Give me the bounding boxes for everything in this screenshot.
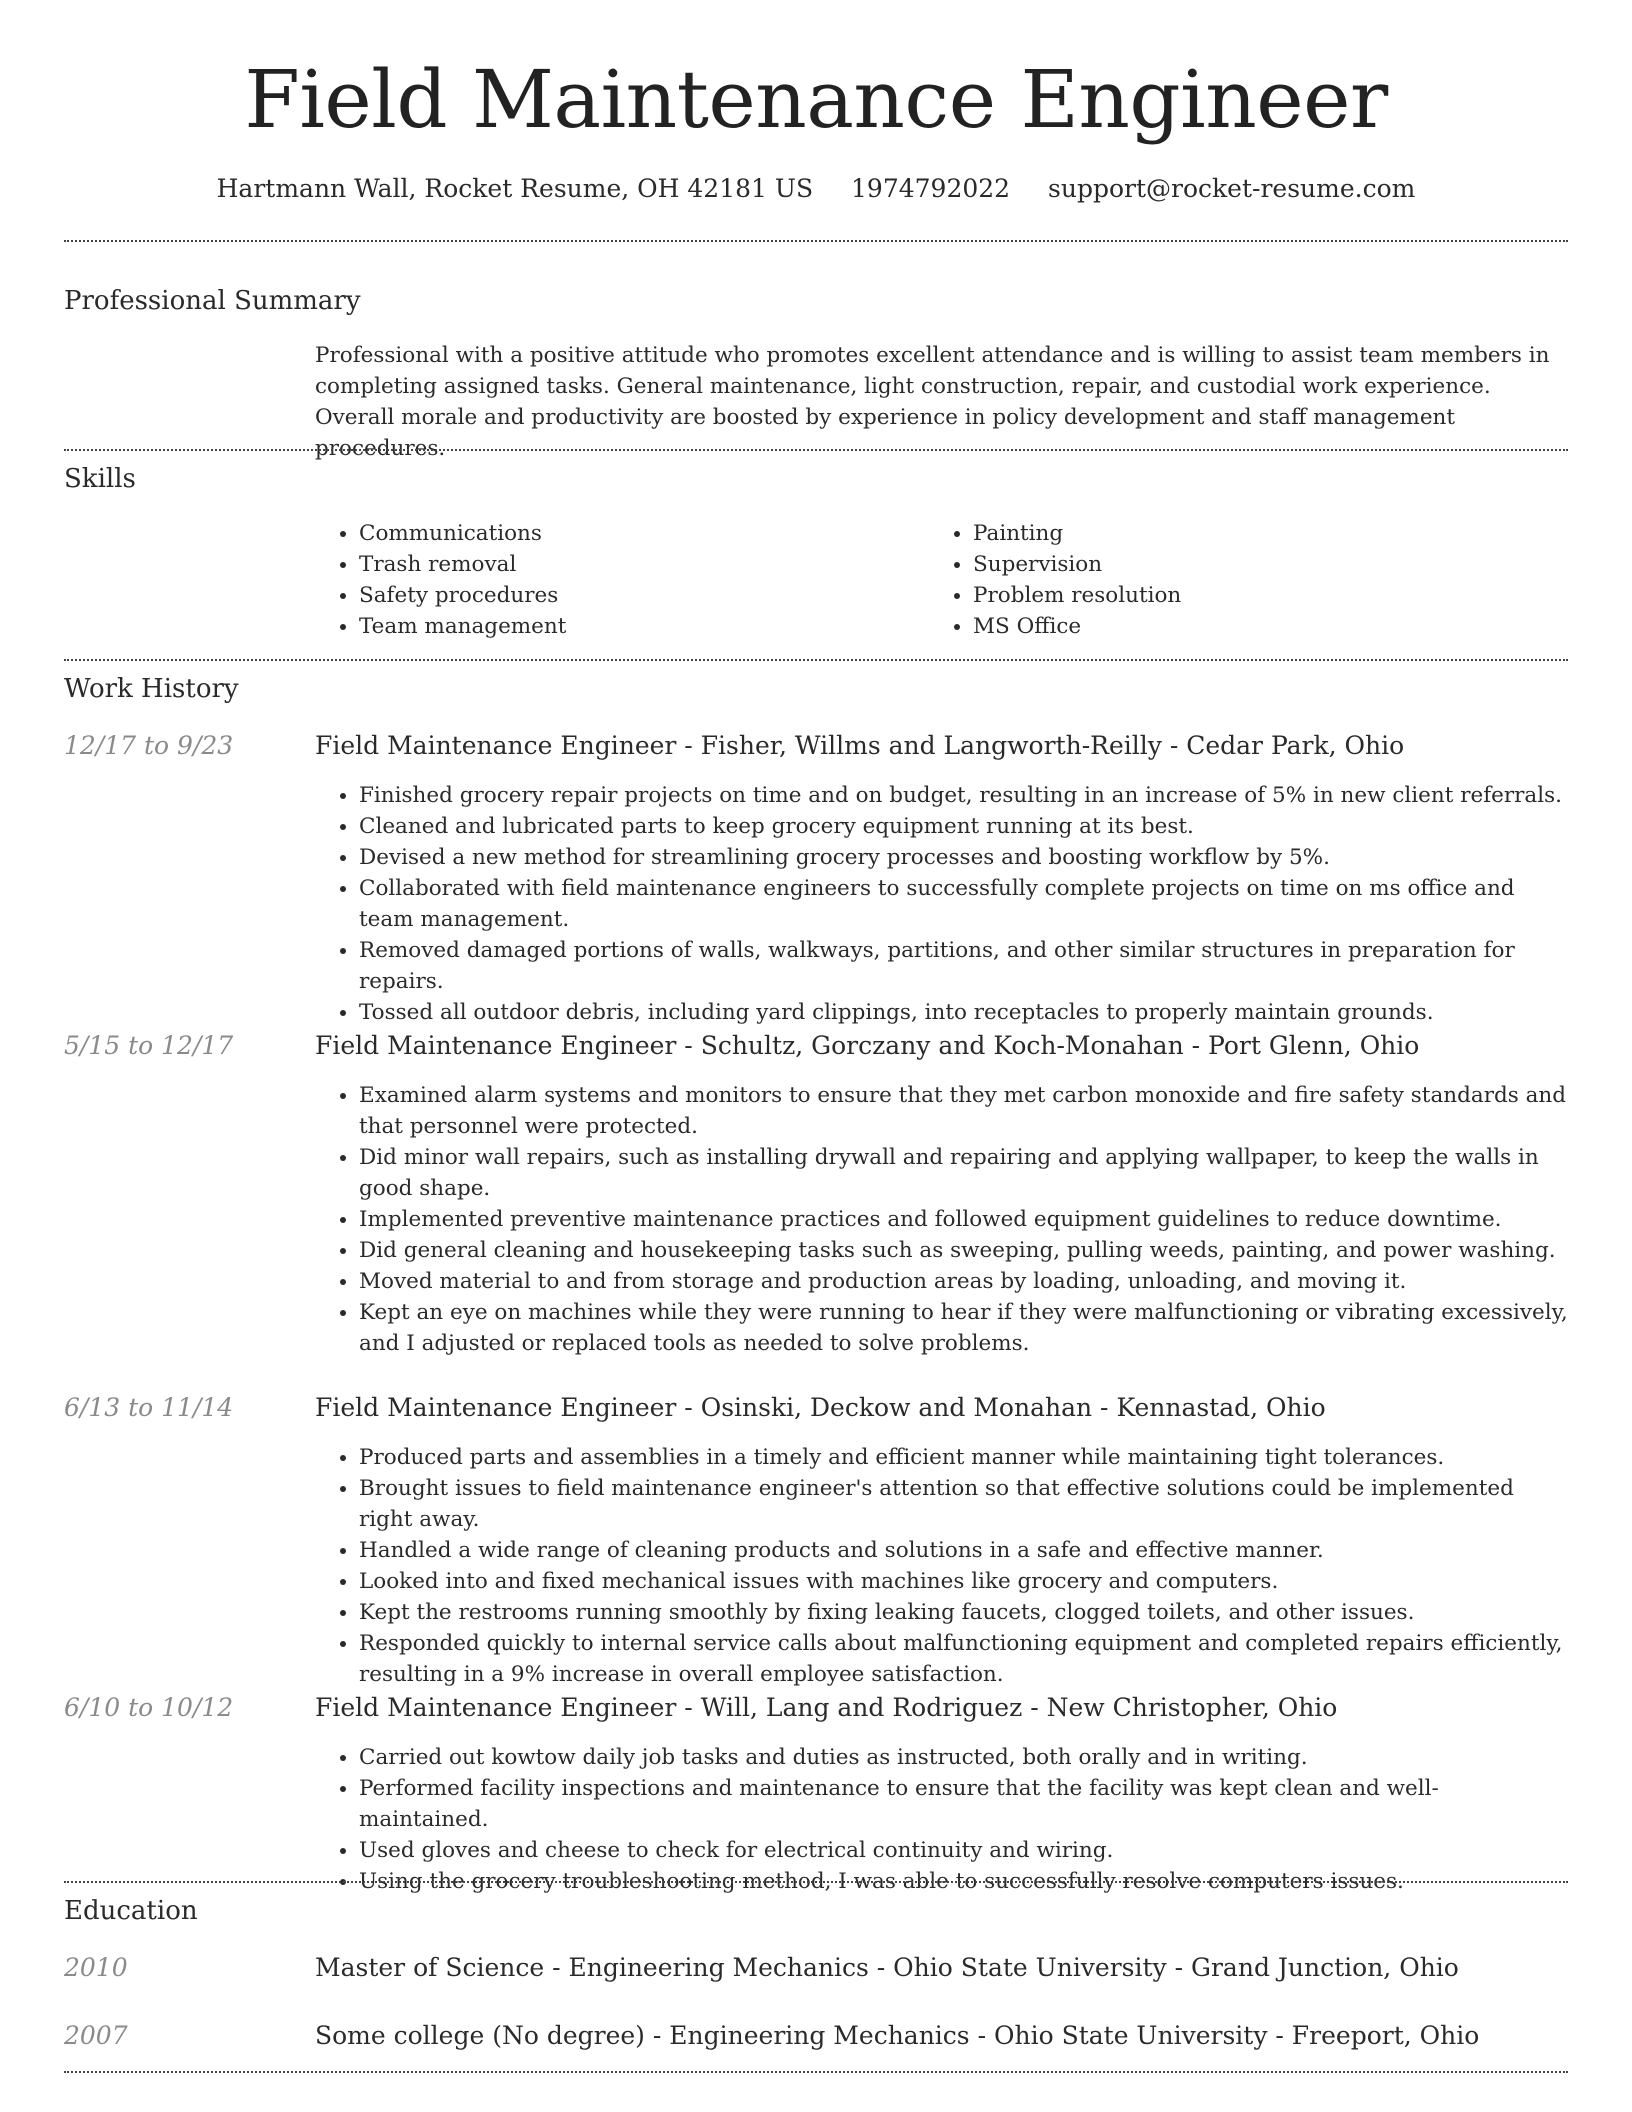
job-bullets — [315, 1742, 1568, 1897]
job-bullet: • Did general cleaning and housekeeping tasks such as sweeping, pulling weeds, painting, and power washing. — [359, 1235, 1568, 1266]
job-bullet: • Finished grocery repair projects on time and on budget, resulting in an increase of 5% in new client referrals. — [359, 780, 1568, 811]
job-heading: Field Maintenance Engineer - Fisher, Willms and Langworth-Reilly - Cedar Park, Ohio — [315, 731, 1405, 760]
education-entry: Some college (No degree) - Engineering Mechanics - Ohio State University - Freeport, Ohio — [315, 2021, 1480, 2050]
education-entry: Master of Science - Engineering Mechanics - Ohio State University - Grand Junction, Ohio — [315, 1953, 1459, 1982]
job-bullet: • Cleaned and lubricated parts to keep grocery equipment running at its best. — [359, 811, 1568, 842]
skills-heading: Skills — [64, 464, 136, 494]
job-bullet: • Removed damaged portions of walls, walkways, partitions, and other similar structures in preparation for repairs. — [359, 935, 1568, 997]
skill-item: • Trash removal — [359, 549, 875, 580]
contact-email[interactable]: support@rocket-resume.com — [1048, 174, 1416, 203]
job-bullet: • Tossed all outdoor debris, including yard clippings, into receptacles to properly maintain grounds. — [359, 997, 1568, 1028]
job-bullet: • Produced parts and assemblies in a timely and efficient manner while maintaining tight tolerances. — [359, 1442, 1568, 1473]
skill-item: • Safety procedures — [359, 580, 875, 611]
skill-item: • Painting — [973, 518, 1489, 549]
skill-item: • MS Office — [973, 611, 1489, 642]
skills-list-right — [929, 518, 1489, 642]
job-bullet: • Brought issues to field maintenance engineer's attention so that effective solutions could be implemented right away. — [359, 1473, 1568, 1535]
job-bullets — [315, 780, 1568, 1028]
job-bullet: • Did minor wall repairs, such as installing drywall and repairing and applying wallpaper, to keep the walls in good shape. — [359, 1142, 1568, 1204]
work-history-heading: Work History — [64, 674, 239, 704]
summary-heading: Professional Summary — [64, 286, 361, 316]
job-bullet: • Devised a new method for streamlining grocery processes and boosting workflow by 5%. — [359, 842, 1568, 873]
job-bullet: • Collaborated with field maintenance engineers to successfully complete projects on time on ms office and team management. — [359, 873, 1568, 935]
job-bullet: • Kept the restrooms running smoothly by fixing leaking faucets, clogged toilets, and other issues. — [359, 1597, 1568, 1628]
job-bullets — [315, 1080, 1568, 1359]
skill-item: • Team management — [359, 611, 875, 642]
job-bullet: • Implemented preventive maintenance practices and followed equipment guidelines to reduce downtime. — [359, 1204, 1568, 1235]
section-divider — [64, 240, 1568, 242]
job-bullet: • Using the grocery troubleshooting method, I was able to successfully resolve computers issues. — [359, 1866, 1568, 1897]
job-bullet: • Performed facility inspections and maintenance to ensure that the facility was kept clean and well-maintained. — [359, 1773, 1568, 1835]
job-dates: 6/10 to 10/12 — [64, 1693, 234, 1722]
section-divider — [64, 449, 1568, 451]
skill-item: • Supervision — [973, 549, 1489, 580]
contact-phone: 1974792022 — [851, 174, 1011, 203]
job-heading: Field Maintenance Engineer - Will, Lang and Rodriguez - New Christopher, Ohio — [315, 1693, 1338, 1722]
job-bullet: • Kept an eye on machines while they were running to hear if they were malfunctioning or vibrating excessively, and I adjusted or replaced tools as needed to solve problems. — [359, 1297, 1568, 1359]
section-divider — [64, 659, 1568, 661]
education-year: 2010 — [64, 1953, 128, 1982]
section-divider — [64, 1881, 1568, 1883]
summary-text: Professional with a positive attitude who promotes excellent attendance and is willing to assist team members in completing assigned tasks. General maintenance, light construction, repair, and custodial work experience. Overall morale and productivity are boosted by experience in policy development and staff management procedures. — [315, 343, 1550, 461]
education-year: 2007 — [64, 2021, 128, 2050]
section-divider — [64, 2071, 1568, 2073]
job-bullet: • Used gloves and cheese to check for electrical continuity and wiring. — [359, 1835, 1568, 1866]
job-heading: Field Maintenance Engineer - Schultz, Gorczany and Koch-Monahan - Port Glenn, Ohio — [315, 1031, 1420, 1060]
education-heading: Education — [64, 1896, 198, 1926]
contact-address: Hartmann Wall, Rocket Resume, OH 42181 US — [216, 174, 814, 203]
skill-item: • Problem resolution — [973, 580, 1489, 611]
skill-item: • Communications — [359, 518, 875, 549]
resume-title: Field Maintenance Engineer — [244, 53, 1388, 146]
skills-list-left — [315, 518, 875, 642]
job-bullet: • Examined alarm systems and monitors to ensure that they met carbon monoxide and fire safety standards and that personnel were protected. — [359, 1080, 1568, 1142]
contact-line — [0, 172, 1632, 206]
job-dates: 5/15 to 12/17 — [64, 1031, 234, 1060]
job-bullets — [315, 1442, 1568, 1690]
job-bullet: • Responded quickly to internal service calls about malfunctioning equipment and completed repairs efficiently, resulting in a 9% increase in overall employee satisfaction. — [359, 1628, 1568, 1690]
job-bullet: • Moved material to and from storage and production areas by loading, unloading, and moving it. — [359, 1266, 1568, 1297]
job-bullet: • Carried out kowtow daily job tasks and duties as instructed, both orally and in writing. — [359, 1742, 1568, 1773]
job-bullet: • Looked into and fixed mechanical issues with machines like grocery and computers. — [359, 1566, 1568, 1597]
job-dates: 6/13 to 11/14 — [64, 1393, 234, 1422]
job-heading: Field Maintenance Engineer - Osinski, Deckow and Monahan - Kennastad, Ohio — [315, 1393, 1326, 1422]
job-dates: 12/17 to 9/23 — [64, 731, 234, 760]
job-bullet: • Handled a wide range of cleaning products and solutions in a safe and effective manner. — [359, 1535, 1568, 1566]
